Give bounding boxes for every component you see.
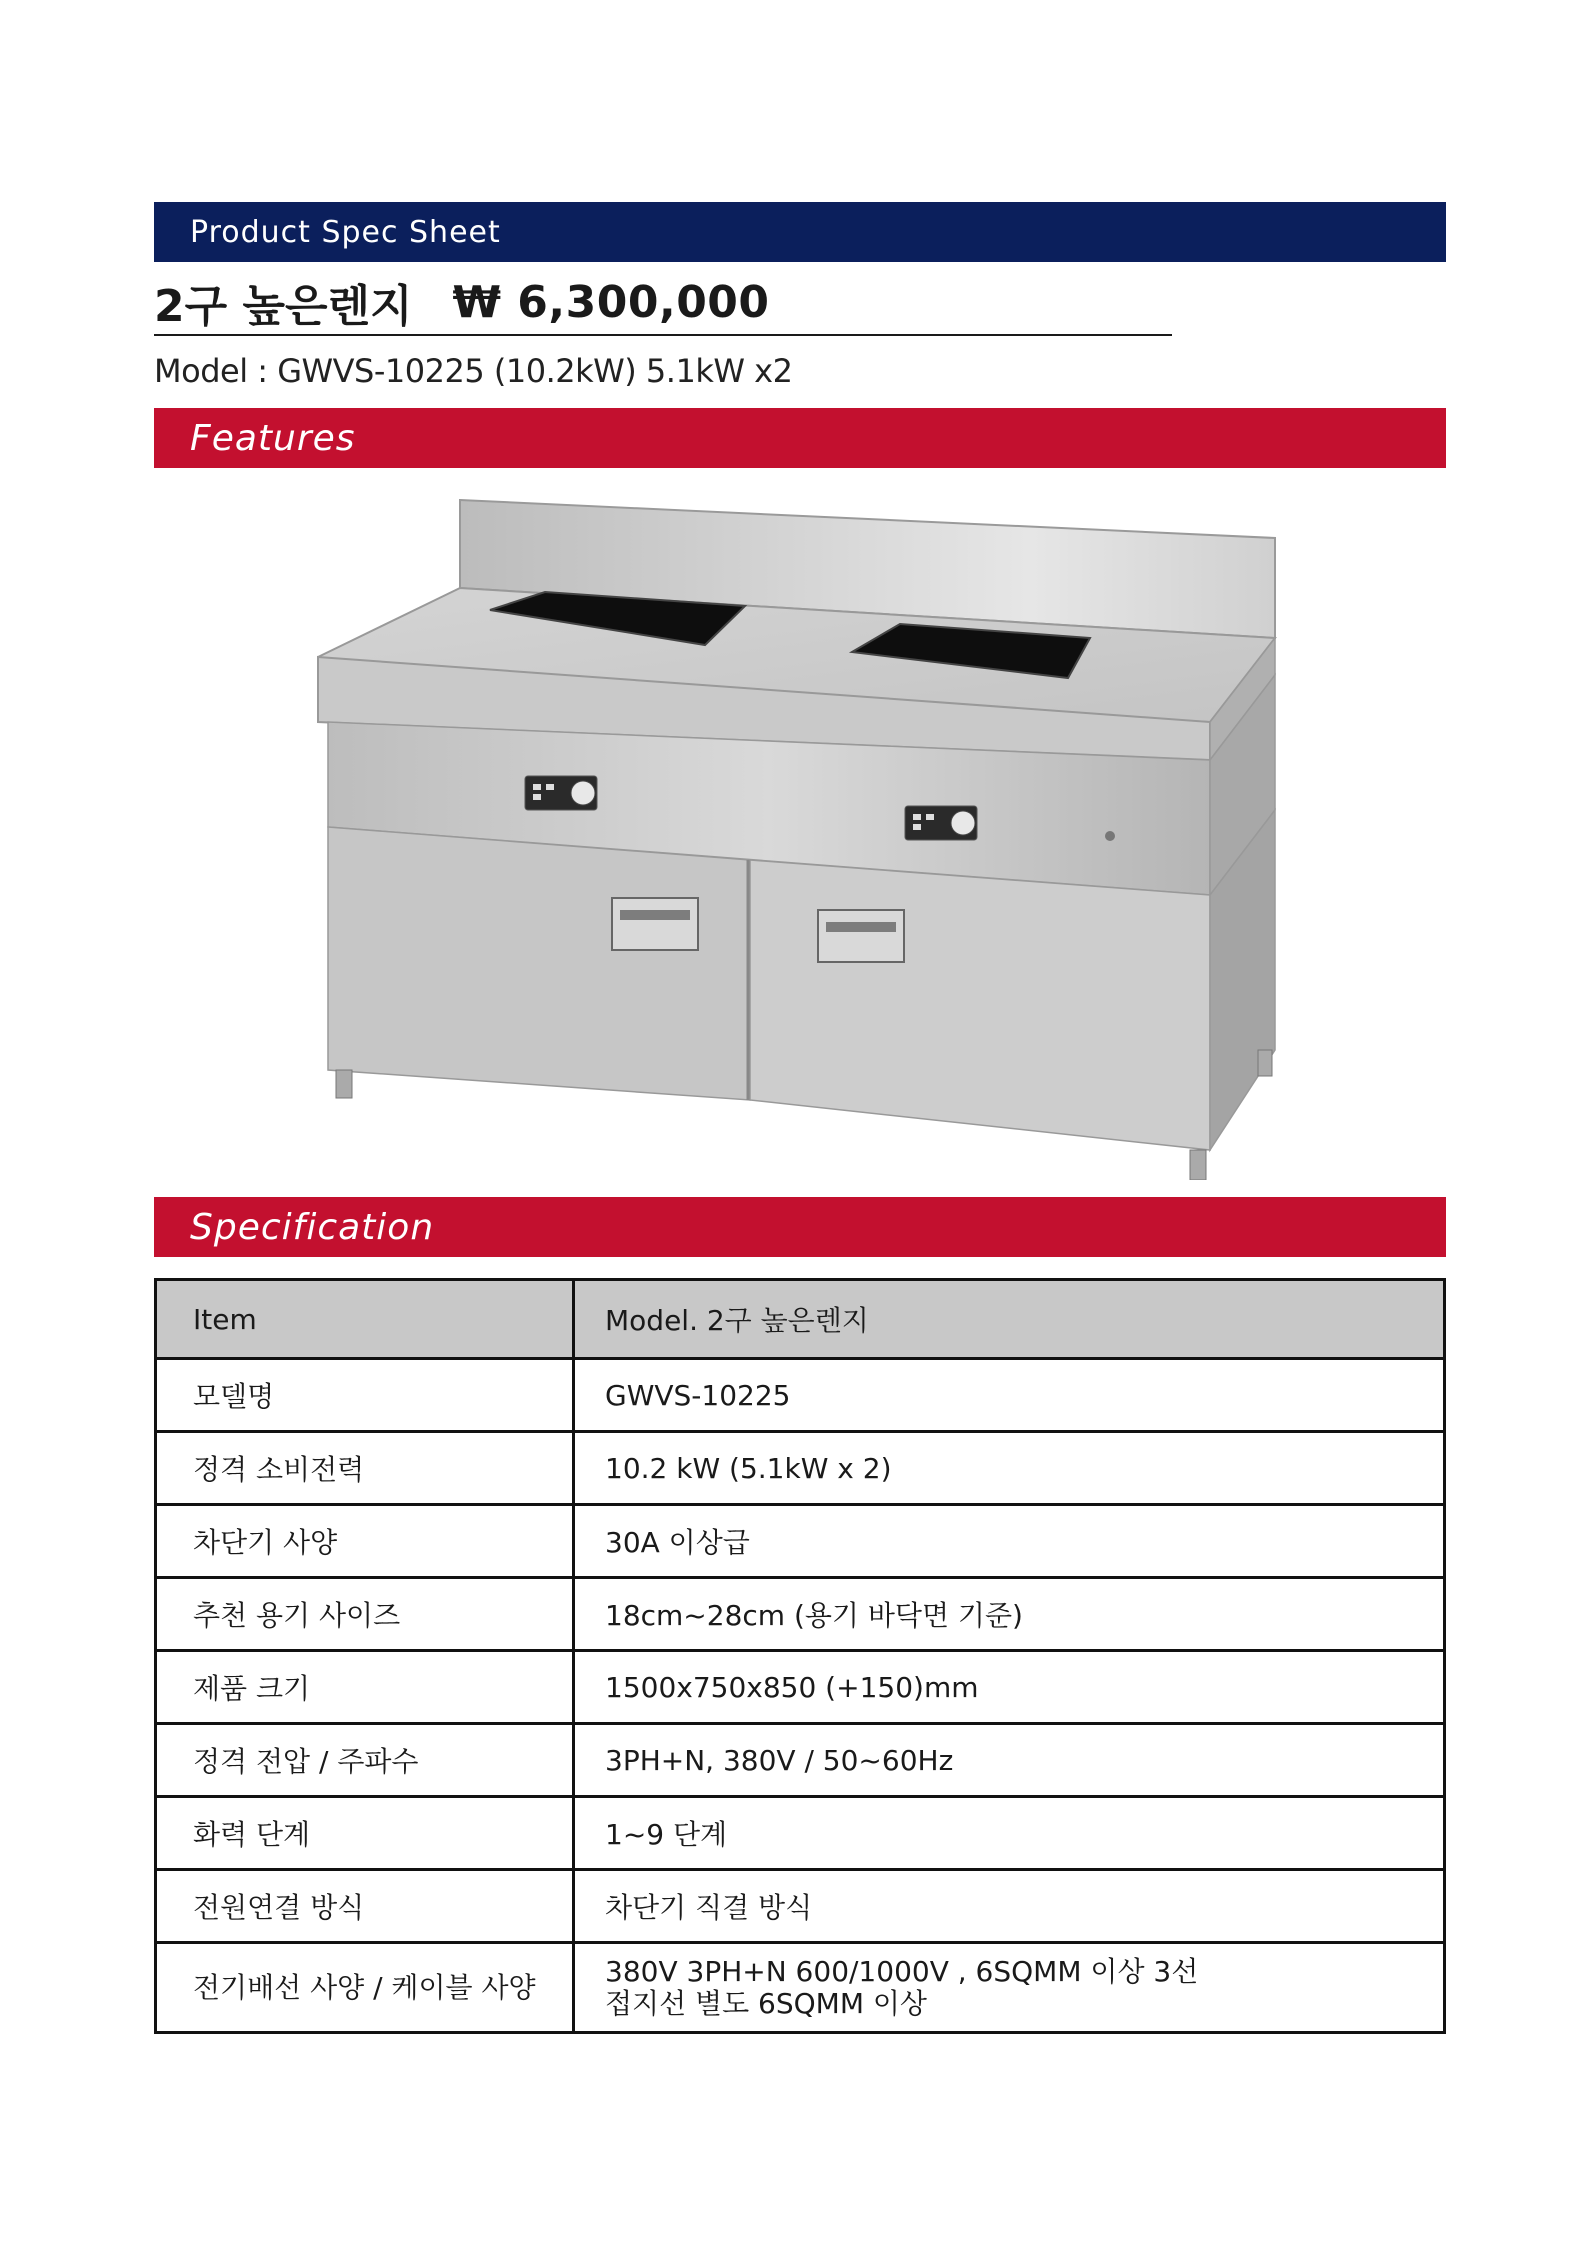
spec-label: 정격 전압 / 주파수 (156, 1724, 574, 1797)
spec-value: 1~9 단계 (574, 1797, 1445, 1870)
spec-header-model: Model. 2구 높은렌지 (574, 1280, 1445, 1359)
model-line: Model : GWVS-10225 (10.2kW) 5.1kW x2 (154, 352, 793, 390)
spec-label: 전기배선 사양 / 케이블 사양 (156, 1943, 574, 2033)
table-row (156, 1651, 1445, 1724)
features-band (154, 408, 1446, 468)
table-row (156, 1505, 1445, 1578)
spec-header-item: Item (156, 1280, 574, 1359)
spec-value: 3PH+N, 380V / 50~60Hz (574, 1724, 1445, 1797)
features-heading: Features (190, 417, 356, 459)
spec-label: 화력 단계 (156, 1797, 574, 1870)
product-price: ₩ 6,300,000 (452, 276, 770, 328)
table-row (156, 1943, 1445, 2033)
spec-table (154, 1278, 1446, 2034)
table-row (156, 1724, 1445, 1797)
specification-heading: Specification (190, 1206, 435, 1248)
spec-label: 정격 소비전력 (156, 1432, 574, 1505)
spec-label: 전원연결 방식 (156, 1870, 574, 1943)
spec-value-line-2: 접지선 별도 6SQMM 이상 (605, 1986, 927, 2020)
header-band-label: Product Spec Sheet (190, 214, 501, 250)
spec-value (574, 1943, 1445, 2033)
product-title-row (154, 270, 1172, 336)
spec-value: 30A 이상급 (574, 1505, 1445, 1578)
spec-table-header-row (156, 1280, 1445, 1359)
header-band (154, 202, 1446, 262)
product-name: 2구 높은렌지 (154, 281, 413, 332)
table-row (156, 1870, 1445, 1943)
table-row (156, 1578, 1445, 1651)
spec-value: GWVS-10225 (574, 1359, 1445, 1432)
spec-value: 1500x750x850 (+150)mm (574, 1651, 1445, 1724)
spec-label: 제품 크기 (156, 1651, 574, 1724)
spec-value: 18cm~28cm (용기 바닥면 기준) (574, 1578, 1445, 1651)
spec-value-line-1: 380V 3PH+N 600/1000V , 6SQMM 이상 3선 (605, 1954, 1199, 1988)
spec-value: 10.2 kW (5.1kW x 2) (574, 1432, 1445, 1505)
product-photo (300, 490, 1320, 1180)
specification-band (154, 1197, 1446, 1257)
spec-label: 추천 용기 사이즈 (156, 1578, 574, 1651)
table-row (156, 1797, 1445, 1870)
spec-label: 모델명 (156, 1359, 574, 1432)
spec-value: 차단기 직결 방식 (574, 1870, 1445, 1943)
table-row (156, 1432, 1445, 1505)
table-row (156, 1359, 1445, 1432)
spec-label: 차단기 사양 (156, 1505, 574, 1578)
